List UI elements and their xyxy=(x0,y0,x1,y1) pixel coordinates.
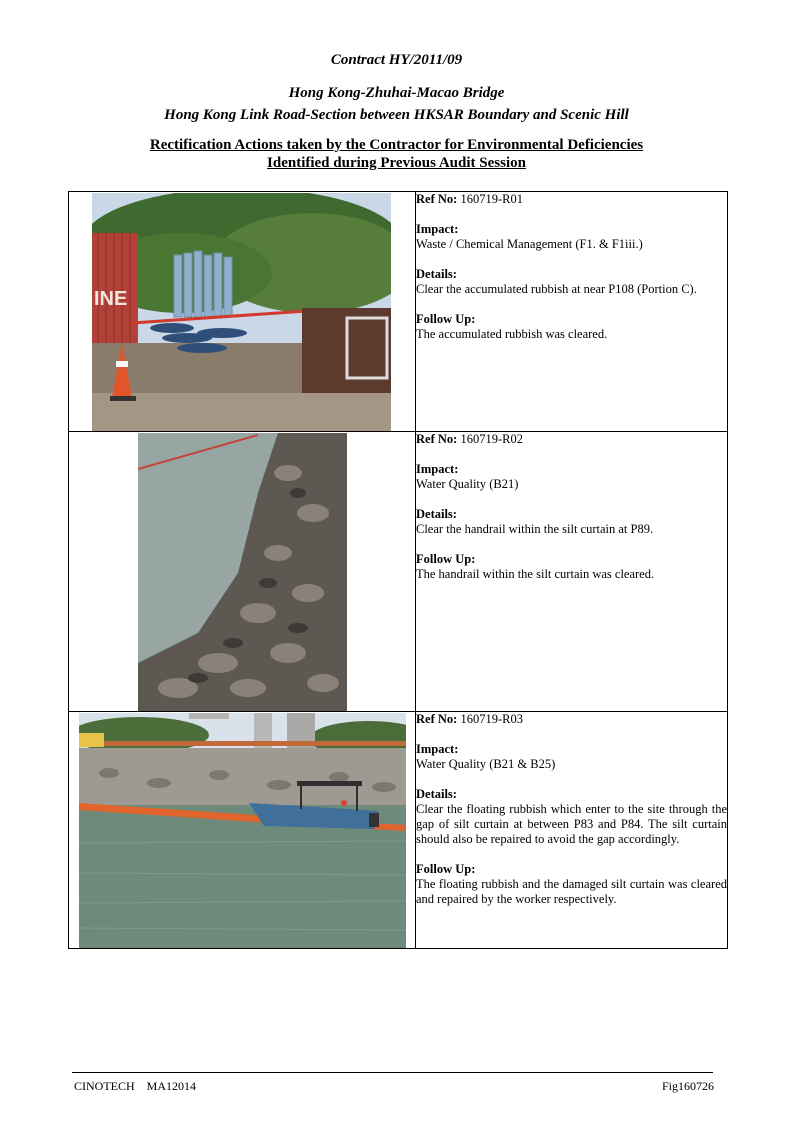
impact-label: Impact: xyxy=(416,222,459,236)
follow-up-label: Follow Up: xyxy=(416,312,476,326)
details-label: Details: xyxy=(416,507,457,521)
project-title: Hong Kong-Zhuhai-Macao Bridge xyxy=(288,85,505,101)
footer-doc-code: MA12014 xyxy=(146,1079,197,1093)
table-row xyxy=(69,712,728,949)
record-details xyxy=(416,432,728,712)
details-block xyxy=(416,507,727,537)
details-block xyxy=(416,267,727,297)
ref-label: Ref No: xyxy=(416,192,458,206)
photo-cell xyxy=(69,192,416,432)
contract-number: Contract HY/2011/09 xyxy=(330,52,463,68)
details-value: Clear the handrail within the silt curtain at P89. xyxy=(416,522,654,536)
table-row xyxy=(69,432,728,712)
impact-block xyxy=(416,742,727,772)
record-details xyxy=(416,192,728,432)
table-row xyxy=(69,192,728,432)
report-heading-line2: Identified during Previous Audit Session xyxy=(267,155,526,171)
ref-block xyxy=(416,712,727,727)
details-block xyxy=(416,787,727,847)
ref-value: 160719-R03 xyxy=(460,712,523,726)
follow-up-label: Follow Up: xyxy=(416,552,476,566)
site-photo-rubbish xyxy=(92,193,391,431)
follow-up-label: Follow Up: xyxy=(416,862,476,876)
report-heading-line1: Rectification Actions taken by the Contractor for Environmental Deficiencies xyxy=(149,137,644,153)
footer-figure-number: Fig160726 xyxy=(661,1079,714,1093)
ref-label: Ref No: xyxy=(416,432,458,446)
ref-value: 160719-R02 xyxy=(460,432,523,446)
photo-cell xyxy=(69,712,416,949)
follow-up-value: The floating rubbish and the damaged silt curtain was cleared and repaired by the worker respectively. xyxy=(416,877,727,906)
footer-divider xyxy=(72,1072,713,1073)
footer-left xyxy=(74,1079,196,1094)
ref-value: 160719-R01 xyxy=(460,192,523,206)
footer-company: CINOTECH xyxy=(74,1079,135,1093)
impact-label: Impact: xyxy=(416,462,459,476)
photo-cell xyxy=(69,432,416,712)
ref-label: Ref No: xyxy=(416,712,458,726)
details-label: Details: xyxy=(416,267,457,281)
impact-value: Water Quality (B21) xyxy=(416,477,519,491)
impact-value: Water Quality (B21 & B25) xyxy=(416,757,556,771)
details-value: Clear the floating rubbish which enter to the site through the gap of silt curtain at between P83 and P84. The silt curtain should also be repaired to avoid the gap accordingly. xyxy=(416,802,727,846)
impact-label: Impact: xyxy=(416,742,459,756)
impact-block xyxy=(416,222,727,252)
follow-up-block xyxy=(416,552,727,582)
container-lettering: INE xyxy=(94,288,128,310)
ref-block xyxy=(416,192,727,207)
details-value: Clear the accumulated rubbish at near P108 (Portion C). xyxy=(416,282,697,296)
follow-up-value: The handrail within the silt curtain was cleared. xyxy=(416,567,655,581)
project-section: Hong Kong Link Road-Section between HKSAR Boundary and Scenic Hill xyxy=(164,107,629,123)
rectification-table xyxy=(68,191,728,949)
record-details xyxy=(416,712,728,949)
impact-block xyxy=(416,462,727,492)
site-photo-shoreline xyxy=(138,433,347,711)
ref-block xyxy=(416,432,727,447)
impact-value: Waste / Chemical Management (F1. & F1iii.) xyxy=(416,237,643,251)
follow-up-block xyxy=(416,862,727,907)
follow-up-block xyxy=(416,312,727,342)
site-photo-silt-curtain xyxy=(79,713,406,948)
follow-up-value: The accumulated rubbish was cleared. xyxy=(416,327,608,341)
details-label: Details: xyxy=(416,787,457,801)
